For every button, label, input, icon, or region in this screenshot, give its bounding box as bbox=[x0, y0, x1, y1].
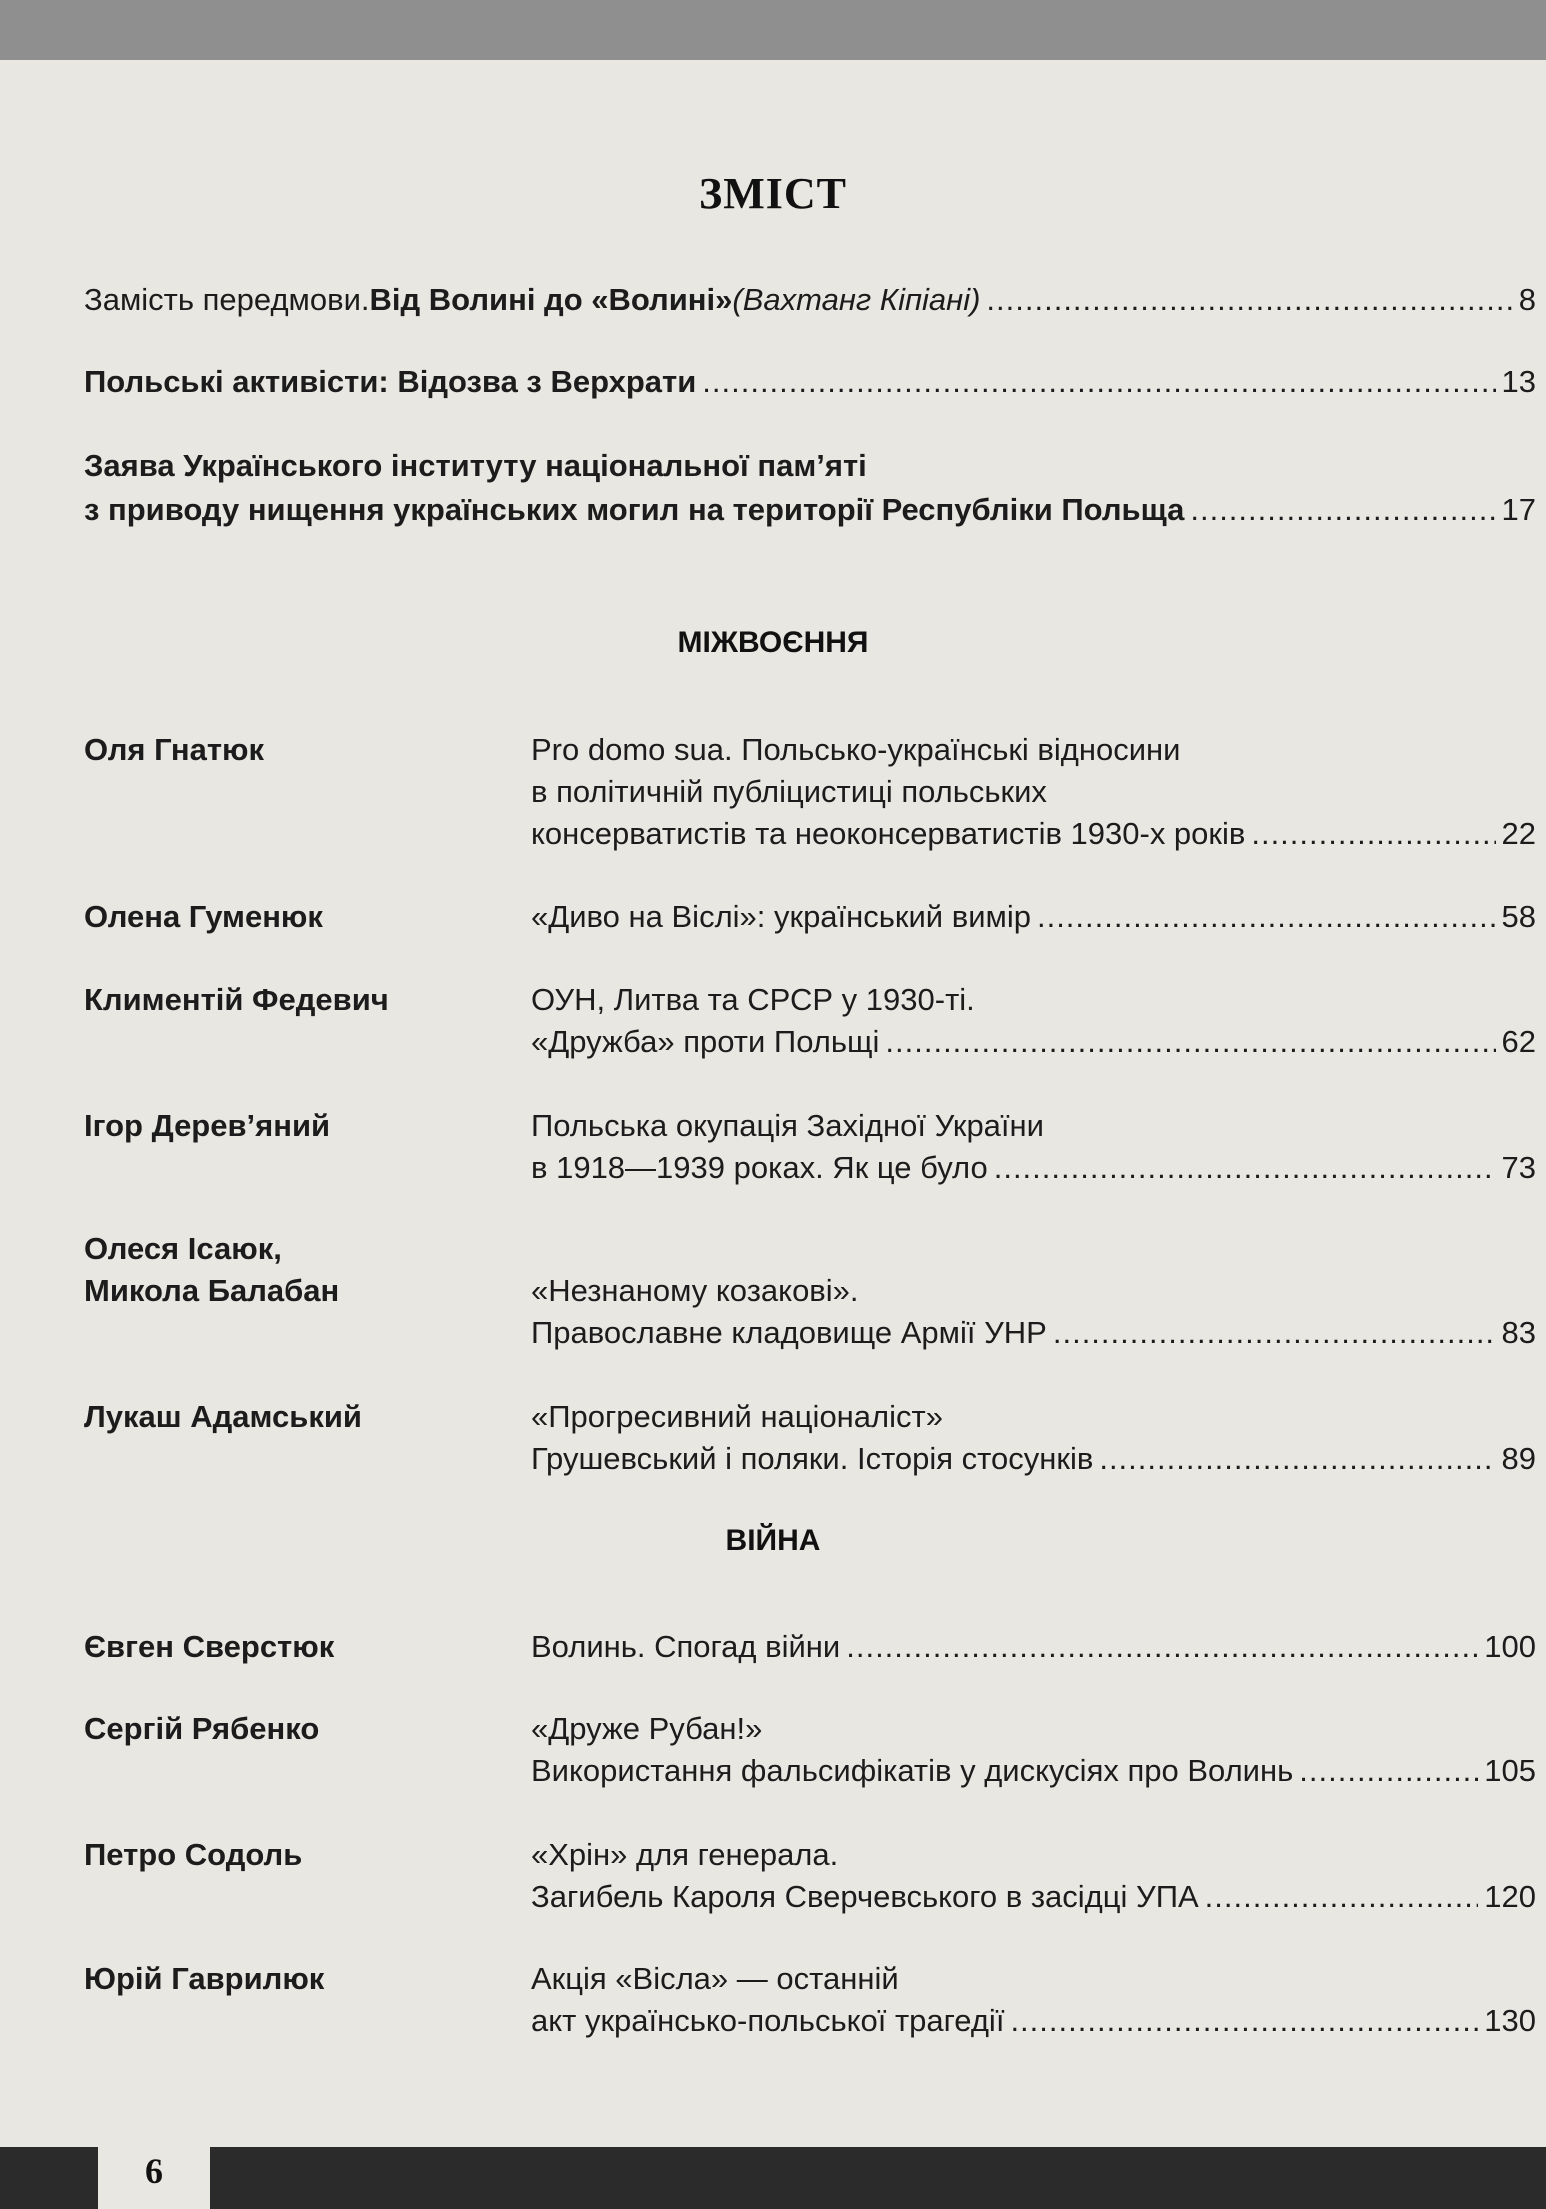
entry-title-line: «Диво на Віслі»: український вимір bbox=[531, 899, 1031, 934]
toc-entry-intro-1[interactable] bbox=[84, 278, 1536, 322]
entry-author: Ігор Дерев’яний bbox=[84, 1108, 331, 1143]
toc-entry-intro-2[interactable] bbox=[84, 360, 1536, 404]
entry-title-line: Польська окупація Західної України bbox=[531, 1108, 1044, 1143]
leader-dots bbox=[1010, 2000, 1478, 2042]
section-title-viina: ВІЙНА bbox=[725, 1524, 821, 1557]
page-ref: 73 bbox=[1501, 1150, 1536, 1185]
leader-dots bbox=[702, 360, 1495, 404]
page-ref: 83 bbox=[1501, 1315, 1536, 1350]
entry-title-line: в 1918—1939 роках. Як це було bbox=[531, 1150, 988, 1185]
entry-title-line: «Друже Рубан!» bbox=[531, 1711, 763, 1746]
leader-dots bbox=[846, 1626, 1478, 1668]
entry-title-line: в політичній публіцистиці польських bbox=[531, 774, 1047, 809]
entry-title-line-2: з приводу нищення українських могил на території Республіки Польща bbox=[84, 492, 1185, 527]
entry-author: Євген Сверстюк bbox=[84, 1629, 335, 1664]
entry-title-line: Pro domo sua. Польсько-українські відносини bbox=[531, 732, 1181, 767]
entry-author: Лукаш Адамський bbox=[84, 1399, 362, 1434]
bottom-dark-band bbox=[0, 2147, 1546, 2209]
page-ref: 13 bbox=[1501, 364, 1536, 399]
page-ref: 105 bbox=[1484, 1753, 1536, 1788]
page-ref: 100 bbox=[1484, 1629, 1536, 1664]
entry-lead: Замість передмови. bbox=[84, 282, 370, 317]
entry-author: Олена Гуменюк bbox=[84, 899, 323, 934]
page-ref: 120 bbox=[1484, 1879, 1536, 1914]
entry-title-line-1: Заява Українського інституту національної пам’яті bbox=[84, 448, 867, 483]
entry-author: Оля Гнатюк bbox=[84, 732, 265, 767]
entry-title-line: «Незнаному козакові». bbox=[531, 1273, 859, 1308]
leader-dots bbox=[1299, 1750, 1478, 1792]
entry-title-line: Грушевський і поляки. Історія стосунків bbox=[531, 1441, 1094, 1476]
entry-title-line: акт українсько-польської трагедії bbox=[531, 2003, 1005, 2038]
entry-title-line: «Прогресивний націоналіст» bbox=[531, 1399, 943, 1434]
entry-title-line: ОУН, Литва та СРСР у 1930-ті. bbox=[531, 982, 975, 1017]
leader-dots bbox=[986, 278, 1512, 322]
entry-title-line: Православне кладовище Армії УНР bbox=[531, 1315, 1047, 1350]
leader-dots bbox=[994, 1147, 1496, 1189]
entry-title-line: Акція «Вісла» — останній bbox=[531, 1961, 899, 1996]
leader-dots bbox=[885, 1021, 1495, 1063]
entry-title-line: «Дружба» проти Польщі bbox=[531, 1024, 880, 1059]
entry-title-line: Волинь. Спогад війни bbox=[531, 1629, 841, 1664]
entry-title: Польські активісти: Відозва з Верхрати bbox=[84, 364, 697, 399]
page-ref: 22 bbox=[1501, 816, 1536, 851]
page-ref: 8 bbox=[1518, 282, 1536, 317]
entry-title-line: консерватистів та неоконсерватистів 1930-х років bbox=[531, 816, 1246, 851]
page-ref: 89 bbox=[1501, 1441, 1536, 1476]
entry-author-line: Микола Балабан bbox=[84, 1273, 340, 1308]
entry-author: Сергій Рябенко bbox=[84, 1711, 320, 1746]
entry-author bbox=[84, 1228, 514, 1312]
page-ref: 17 bbox=[1501, 492, 1536, 527]
page-ref: 62 bbox=[1501, 1024, 1536, 1059]
leader-dots bbox=[1037, 896, 1496, 938]
page-ref: 58 bbox=[1501, 899, 1536, 934]
entry-title-line: Загибель Кароля Сверчевського в засідці УПА bbox=[531, 1879, 1199, 1914]
entry-author-line: Олеся Ісаюк, bbox=[84, 1231, 282, 1266]
toc-entry-intro-3[interactable] bbox=[84, 444, 1536, 532]
entry-title: Від Волині до «Волині» bbox=[369, 282, 733, 317]
entry-author: Климентій Федевич bbox=[84, 982, 389, 1017]
leader-dots bbox=[1099, 1438, 1495, 1480]
top-gray-band bbox=[0, 0, 1546, 60]
page-title: ЗМІСТ bbox=[699, 169, 847, 218]
leader-dots bbox=[1053, 1312, 1496, 1354]
leader-dots bbox=[1205, 1876, 1479, 1918]
page-number: 6 bbox=[98, 2133, 210, 2209]
entry-title-line: Використання фальсифікатів у дискусіях про Волинь bbox=[531, 1753, 1294, 1788]
section-title-mizhvoiennia: МІЖВОЄННЯ bbox=[677, 626, 869, 659]
leader-dots bbox=[1190, 488, 1495, 532]
entry-title-line: «Хрін» для генерала. bbox=[531, 1837, 839, 1872]
entry-author: (Вахтанг Кіпіані) bbox=[732, 282, 981, 317]
page-ref: 130 bbox=[1484, 2003, 1536, 2038]
leader-dots bbox=[1251, 813, 1495, 855]
entry-author: Юрій Гаврилюк bbox=[84, 1961, 325, 1996]
entry-author: Петро Содоль bbox=[84, 1837, 303, 1872]
